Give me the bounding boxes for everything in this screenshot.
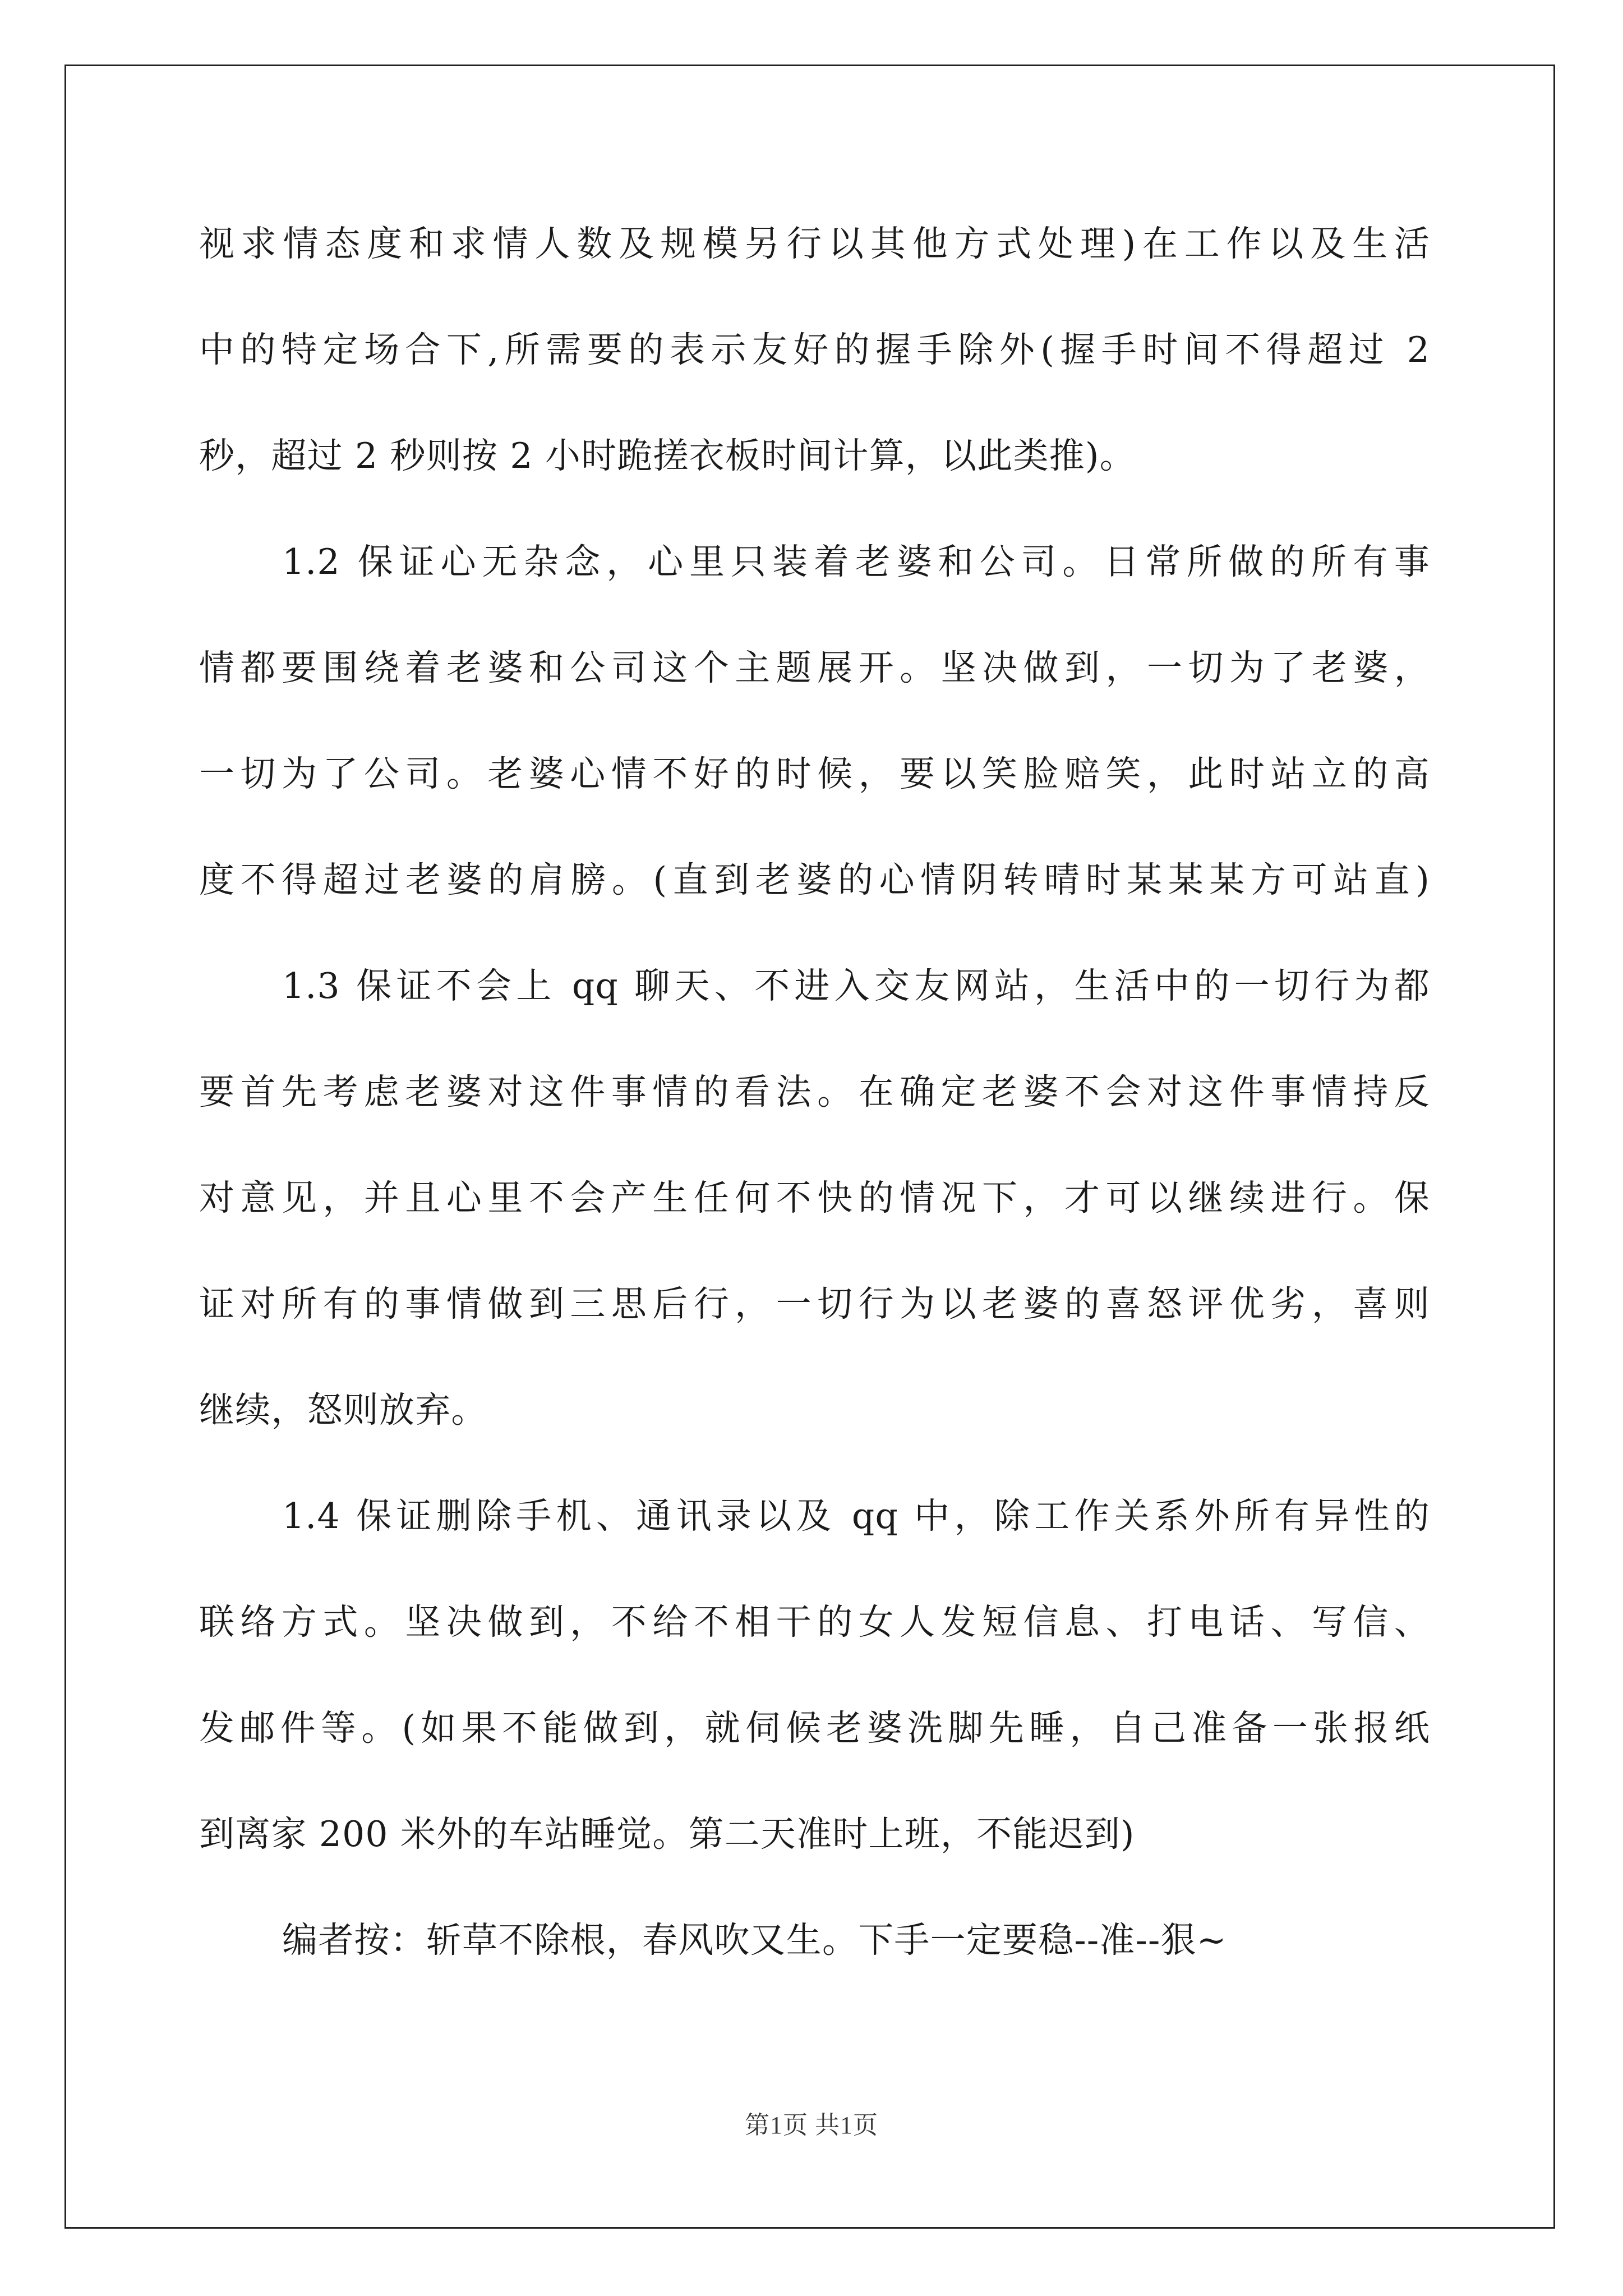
text-line: 一切为了公司。老婆心情不好的时候，要以笑脸赔笑，此时站立的高 xyxy=(199,753,1430,794)
paragraph-start-line: 1.4 保证删除手机、通讯录以及 qq 中，除工作关系外所有异性的 xyxy=(282,1496,1430,1536)
text-line: 中的特定场合下,所需要的表示友好的握手除外(握手时间不得超过 2 xyxy=(199,329,1430,370)
text-line: 发邮件等。(如果不能做到，就伺候老婆洗脚先睡，自己准备一张报纸 xyxy=(199,1708,1430,1749)
text-line: 度不得超过老婆的肩膀。(直到老婆的心情阴转晴时某某某方可站直) xyxy=(199,859,1430,900)
text-line: 视求情态度和求情人数及规模另行以其他方式处理)在工作以及生活 xyxy=(199,223,1430,264)
paragraph-start-line: 1.2 保证心无杂念，心里只装着老婆和公司。日常所做的所有事 xyxy=(282,541,1430,582)
text-line: 对意见，并且心里不会产生任何不快的情况下，才可以继续进行。保 xyxy=(199,1177,1430,1218)
text-line: 情都要围绕着老婆和公司这个主题展开。坚决做到，一切为了老婆， xyxy=(199,647,1430,688)
text-line: 联络方式。坚决做到，不给不相干的女人发短信息、打电话、写信、 xyxy=(199,1602,1430,1642)
paragraph-start-line: 1.3 保证不会上 qq 聊天、不进入交友网站，生活中的一切行为都 xyxy=(282,965,1430,1006)
text-line: 继续，怒则放弃。 xyxy=(199,1389,487,1430)
page-number-footer: 第1页 共1页 xyxy=(745,2111,878,2139)
editor-note: 编者按：斩草不除根，春风吹又生。下手一定要稳--准--狠~ xyxy=(282,1920,1227,1961)
text-line: 到离家 200 米外的车站睡觉。第二天准时上班，不能迟到) xyxy=(199,1814,1135,1855)
document-body xyxy=(199,222,1430,2024)
text-line: 秒，超过 2 秒则按 2 小时跪搓衣板时间计算，以此类推)。 xyxy=(199,435,1136,476)
text-line: 要首先考虑老婆对这件事情的看法。在确定老婆不会对这件事情持反 xyxy=(199,1071,1430,1112)
text-line: 证对所有的事情做到三思后行，一切行为以老婆的喜怒评优劣，喜则 xyxy=(199,1283,1430,1324)
